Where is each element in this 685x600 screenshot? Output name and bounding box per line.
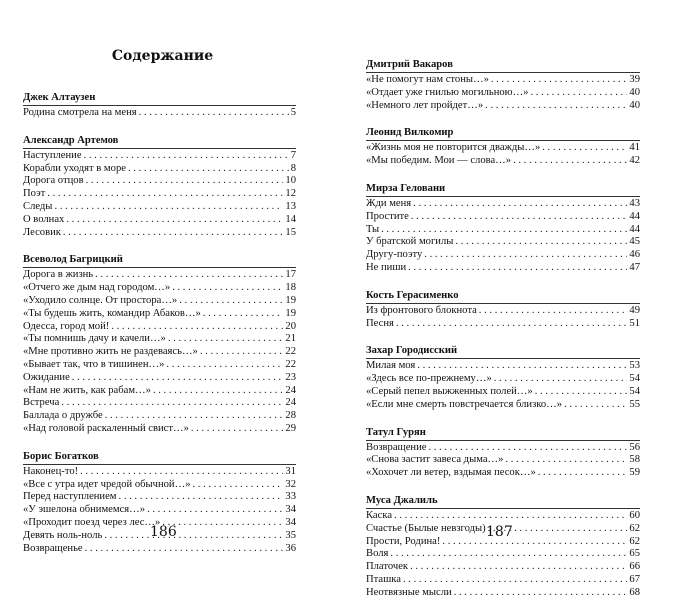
entry-page-number: 62 (629, 535, 640, 547)
toc-entry (366, 155, 640, 168)
author-heading: Муса Джалиль (366, 494, 640, 509)
dot-leader (172, 282, 283, 295)
toc-entry (366, 510, 640, 523)
toc-section (366, 58, 640, 112)
toc-entry (23, 359, 296, 372)
dot-leader (494, 373, 628, 386)
toc-entry (366, 198, 640, 211)
dot-leader (105, 410, 284, 423)
dot-leader (66, 214, 283, 227)
entry-title: Одесса, город мой! (23, 320, 110, 332)
entry-title: Счастье (Былые невзгоды) (366, 522, 486, 534)
entry-title: Милая моя (366, 360, 416, 372)
dot-leader (538, 467, 628, 480)
left-toc-sections (23, 91, 296, 555)
entry-title: Ты (366, 223, 380, 235)
entry-title: «Нам не жить, как рабам…» (23, 384, 151, 396)
dot-leader (408, 262, 627, 275)
dot-leader (542, 142, 627, 155)
right-page-number: 187 (486, 524, 513, 540)
entry-page-number: 68 (629, 586, 640, 598)
dot-leader (203, 308, 284, 321)
entry-page-number: 36 (285, 542, 296, 554)
dot-leader (85, 543, 284, 556)
toc-entry (23, 397, 296, 410)
toc-entry (366, 548, 640, 561)
entry-page-number: 49 (629, 304, 640, 316)
toc-section (366, 126, 640, 168)
entry-title: Пташка (366, 573, 401, 585)
toc-entry (23, 269, 296, 282)
entry-title: «Бывает так, что в тишинен…» (23, 358, 165, 370)
dot-leader (191, 423, 284, 436)
toc-entry (366, 249, 640, 262)
entry-title: «Если мне смерть повстречается близко…» (366, 398, 563, 410)
entry-title: Каска (366, 509, 393, 521)
toc-entry (23, 423, 296, 436)
dot-leader (513, 155, 627, 168)
entry-title: «Серый пепел выжженных полей…» (366, 385, 533, 397)
entry-page-number: 22 (285, 358, 296, 370)
author-heading: Джек Алтаузен (23, 91, 296, 106)
toc-entry (23, 372, 296, 385)
dot-leader (381, 224, 627, 237)
dot-leader (394, 510, 627, 523)
entry-title: Наступление (23, 149, 82, 161)
entry-page-number: 18 (285, 282, 296, 294)
entry-title: «Над головой раскаленный свист…» (23, 422, 189, 434)
toc-entry (23, 308, 296, 321)
entry-page-number: 58 (629, 454, 640, 466)
entry-title: Девять ноль-ноль (23, 529, 103, 541)
toc-entry (23, 175, 296, 188)
entry-page-number: 54 (629, 385, 640, 397)
author-heading: Татул Гурян (366, 426, 640, 441)
dot-leader (128, 163, 289, 176)
toc-entry (23, 543, 296, 556)
dot-leader (84, 150, 289, 163)
entry-page-number: 33 (285, 491, 296, 503)
right-toc-sections (366, 58, 640, 600)
toc-entry (366, 262, 640, 275)
entry-page-number: 13 (285, 200, 296, 212)
toc-entry (23, 282, 296, 295)
toc-entry (366, 318, 640, 331)
entry-page-number: 56 (629, 441, 640, 453)
toc-section (366, 494, 640, 600)
toc-entry (23, 410, 296, 423)
toc-entry (23, 385, 296, 398)
entry-title: Из фронтового блокнота (366, 304, 477, 316)
dot-leader (564, 399, 627, 412)
toc-entry (366, 211, 640, 224)
entry-page-number: 23 (285, 371, 296, 383)
entry-page-number: 45 (629, 236, 640, 248)
entry-page-number: 17 (285, 269, 296, 281)
entry-title: Дорога в жизнь (23, 269, 94, 281)
entry-title: Не пиши (366, 261, 407, 273)
entry-title: Наконец-то! (23, 465, 79, 477)
dot-leader (428, 442, 627, 455)
entry-title: «Отдает уже гнилью могильною…» (366, 86, 529, 98)
entry-page-number: 34 (285, 504, 296, 516)
entry-page-number: 44 (629, 223, 640, 235)
entry-title: «Отчего же дым над городом…» (23, 282, 171, 294)
author-heading: Александр Артемов (23, 134, 296, 149)
left-page (0, 0, 342, 590)
toc-entry (23, 107, 296, 120)
entry-page-number: 40 (629, 86, 640, 98)
dot-leader (200, 346, 284, 359)
toc-entry (23, 466, 296, 479)
toc-section (366, 182, 640, 275)
dot-leader (72, 372, 284, 385)
dot-leader (455, 236, 627, 249)
toc-entry (366, 360, 640, 373)
entry-page-number: 31 (285, 465, 296, 477)
dot-leader (417, 360, 627, 373)
entry-page-number: 32 (285, 478, 296, 490)
dot-leader (413, 198, 627, 211)
entry-title: Перед наступлением (23, 491, 117, 503)
toc-section (23, 253, 296, 435)
dot-leader (396, 318, 628, 331)
toc-entry (23, 504, 296, 517)
entry-page-number: 14 (285, 213, 296, 225)
entry-page-number: 19 (285, 294, 296, 306)
entry-page-number: 62 (629, 522, 640, 534)
entry-title: Песня (366, 317, 394, 329)
entry-title: «Здесь все по-прежнему…» (366, 373, 492, 385)
dot-leader (166, 359, 283, 372)
entry-title: «Хохочет ли ветер, вздымая песок…» (366, 467, 536, 479)
toc-section (23, 91, 296, 120)
entry-title: «Снова застит завеса дыма…» (366, 454, 504, 466)
entry-title: «У эшелона обнимемся…» (23, 504, 146, 516)
entry-title: Поэт (23, 188, 46, 200)
entry-title: «Ты помнишь дачу и качели…» (23, 333, 166, 345)
entry-page-number: 65 (629, 548, 640, 560)
entry-title: «Жизнь моя не повторится дважды…» (366, 142, 541, 154)
entry-page-number: 28 (285, 410, 296, 422)
dot-leader (454, 587, 628, 600)
toc-entry (366, 561, 640, 574)
toc-entry (23, 150, 296, 163)
dot-leader (411, 211, 628, 224)
author-heading: Всеволод Багрицкий (23, 253, 296, 268)
entry-page-number: 39 (629, 74, 640, 85)
entry-title: Следы (23, 200, 53, 212)
entry-title: Неотвязные мысли (366, 586, 452, 598)
dot-leader (147, 504, 283, 517)
dot-leader (95, 269, 283, 282)
entry-title: «Не помогут нам стоны…» (366, 74, 489, 85)
toc-section (366, 426, 640, 480)
entry-title: «Проходит поезд через лес…» (23, 516, 161, 528)
dot-leader (424, 249, 627, 262)
entry-page-number: 7 (290, 149, 296, 161)
entry-title: У братской могилы (366, 236, 454, 248)
entry-title: Простите (366, 210, 409, 222)
entry-page-number: 20 (285, 320, 296, 332)
entry-page-number: 59 (629, 467, 640, 479)
right-page (343, 0, 685, 598)
toc-entry (23, 333, 296, 346)
dot-leader (479, 305, 628, 318)
entry-page-number: 51 (629, 317, 640, 329)
entry-title: «Мы победим. Мои — слова…» (366, 155, 512, 167)
right-toc-column (366, 58, 640, 600)
dot-leader (111, 321, 283, 334)
entry-page-number: 35 (285, 529, 296, 541)
entry-page-number: 41 (629, 142, 640, 154)
dot-leader (491, 74, 628, 87)
entry-title: Возвращение (366, 441, 427, 453)
dot-leader (505, 454, 627, 467)
entry-title: Встреча (23, 397, 60, 409)
entry-page-number: 12 (285, 188, 296, 200)
entry-title: Возвращенье (23, 542, 83, 554)
toc-entry (366, 399, 640, 412)
dot-leader (61, 397, 283, 410)
entry-page-number: 10 (285, 175, 296, 187)
dot-leader (530, 87, 627, 100)
entry-title: Корабли уходят в море (23, 162, 126, 174)
author-heading: Леонид Вилкомир (366, 126, 640, 141)
entry-page-number: 19 (285, 307, 296, 319)
toc-entry (23, 163, 296, 176)
toc-entry (366, 224, 640, 237)
toc-entry (23, 346, 296, 359)
dot-leader (47, 188, 283, 201)
toc-entry (366, 467, 640, 480)
toc-entry (23, 214, 296, 227)
entry-title: «Немного лет пройдет…» (366, 99, 484, 111)
toc-entry (23, 479, 296, 492)
entry-page-number: 24 (285, 397, 296, 409)
entry-page-number: 5 (290, 107, 296, 118)
dot-leader (403, 574, 627, 587)
entry-title: Воля (366, 548, 389, 560)
dot-leader (485, 100, 627, 113)
toc-entry (366, 74, 640, 87)
entry-page-number: 43 (629, 197, 640, 209)
entry-page-number: 24 (285, 384, 296, 396)
toc-entry (23, 321, 296, 334)
entry-page-number: 21 (285, 333, 296, 345)
toc-entry (366, 386, 640, 399)
dot-leader (86, 175, 284, 188)
entry-title: «Мне противно жить не раздеваясь…» (23, 346, 198, 358)
entry-page-number: 15 (285, 226, 296, 238)
author-heading: Кость Герасименко (366, 289, 640, 304)
toc-section (366, 289, 640, 331)
entry-title: О волнах (23, 213, 65, 225)
dot-leader (390, 548, 627, 561)
toc-entry (23, 201, 296, 214)
toc-entry (366, 373, 640, 386)
dot-leader (63, 227, 284, 240)
entry-title: Жди меня (366, 197, 412, 209)
toc-entry (23, 227, 296, 240)
author-heading: Мирза Геловани (366, 182, 640, 197)
dot-leader (168, 333, 284, 346)
dot-leader (442, 536, 627, 549)
entry-page-number: 66 (629, 561, 640, 573)
entry-title: «Все с утра идет чредой обычной…» (23, 478, 191, 490)
entry-page-number: 40 (629, 99, 640, 111)
toc-title: Содержание (111, 48, 214, 64)
entry-page-number: 53 (629, 360, 640, 372)
dot-leader (54, 201, 283, 214)
toc-entry (366, 142, 640, 155)
author-heading: Борис Богатков (23, 450, 296, 465)
entry-page-number: 47 (629, 261, 640, 273)
entry-page-number: 42 (629, 155, 640, 167)
toc-section (23, 134, 296, 240)
entry-title: Лесовик (23, 226, 61, 238)
entry-title: «Ты будешь жить, командир Абаков…» (23, 307, 201, 319)
toc-entry (23, 491, 296, 504)
entry-page-number: 54 (629, 373, 640, 385)
toc-entry (366, 236, 640, 249)
entry-page-number: 29 (285, 422, 296, 434)
toc-entry (366, 442, 640, 455)
toc-entry (366, 587, 640, 600)
entry-title: Баллада о дружбе (23, 410, 103, 422)
toc-entry (23, 188, 296, 201)
entry-title: Другу-поэту (366, 249, 423, 261)
left-page-number: 186 (150, 524, 177, 540)
dot-leader (139, 107, 289, 120)
dot-leader (80, 466, 283, 479)
toc-entry (366, 100, 640, 113)
entry-page-number: 34 (285, 516, 296, 528)
toc-entry (366, 87, 640, 100)
dot-leader (104, 530, 283, 543)
dot-leader (162, 517, 283, 530)
dot-leader (193, 479, 284, 492)
toc-entry (366, 305, 640, 318)
entry-title: «Уходило солнце. От простора…» (23, 294, 178, 306)
dot-leader (410, 561, 627, 574)
toc-section (366, 344, 640, 411)
toc-entry (366, 454, 640, 467)
entry-page-number: 44 (629, 210, 640, 222)
entry-page-number: 46 (629, 249, 640, 261)
author-heading: Дмитрий Вакаров (366, 58, 640, 73)
toc-entry (366, 574, 640, 587)
toc-entry (23, 295, 296, 308)
dot-leader (179, 295, 283, 308)
entry-page-number: 55 (629, 398, 640, 410)
entry-title: Ожидание (23, 371, 70, 383)
dot-leader (535, 386, 628, 399)
entry-page-number: 8 (290, 162, 296, 174)
entry-title: Платочек (366, 561, 409, 573)
entry-title: Прости, Родина! (366, 535, 441, 547)
entry-page-number: 60 (629, 509, 640, 521)
author-heading: Захар Городисский (366, 344, 640, 359)
entry-title: Дорога отцов (23, 175, 84, 187)
left-toc-column (23, 48, 296, 555)
entry-title: Родина смотрела на меня (23, 107, 137, 118)
entry-page-number: 22 (285, 346, 296, 358)
entry-page-number: 67 (629, 573, 640, 585)
dot-leader (119, 491, 284, 504)
dot-leader (153, 385, 283, 398)
